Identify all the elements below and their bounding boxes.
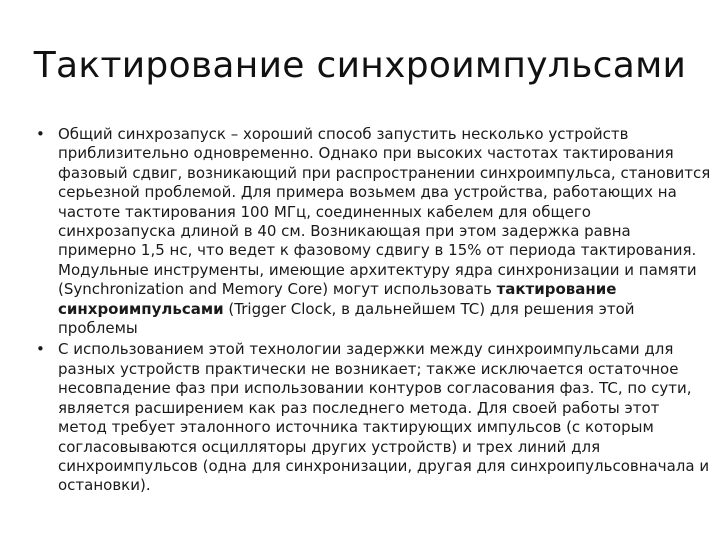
bullet-2-text: С использованием этой технологии задержки между синхроимпульсами для разных устройств практически не возникает; также исключается остаточное несовпадение фаз при использовании контуров согласования фаз. TC, по сути, является расширением как раз последнего метода. Для своей работы этот метод требует эталонного источника тактирующих импульсов (с которым согласовываются осцилляторы других устройств) и трех линий для синхроимпульсов (одна для синхронизации, другая для синхроипульсовначала и остановки).	[58, 340, 710, 495]
bullet-1-bold-term: тактирование синхроимпульсами	[58, 280, 617, 318]
bullet-1-text-before: Общий синхрозапуск – хороший способ запустить несколько устройств приблизительно одновременно. Однако при высоких частотах тактирования фазовый сдвиг, возникающий при распространении синхроимпульса, становится серьезной проблемой. Для примера возьмем два устройства, работающих на частоте тактирования 100 МГц, соединенных кабелем для общего синхрозапуска длиной в 40 см. Возникающая при этом задержка равна примерно 1,5 нс, что ведет к фазовому сдвигу в 15% от периода тактирования. Модульные инструменты, имеющие архитектуру ядра синхронизации и памяти (Synchronization and Memory Core) могут использовать	[58, 125, 711, 299]
bullet-item-1	[36, 125, 712, 338]
bullet-dot-icon: •	[36, 125, 45, 143]
bullet-1-text-after: (Trigger Clock, в дальнейшем TC) для решения этой проблемы	[58, 299, 635, 338]
slide-title: Тактирование синхроимпульсами	[33, 45, 687, 86]
bullet-item-2	[36, 340, 712, 495]
bullet-dot-icon: •	[36, 340, 45, 359]
slide-content	[36, 125, 712, 498]
